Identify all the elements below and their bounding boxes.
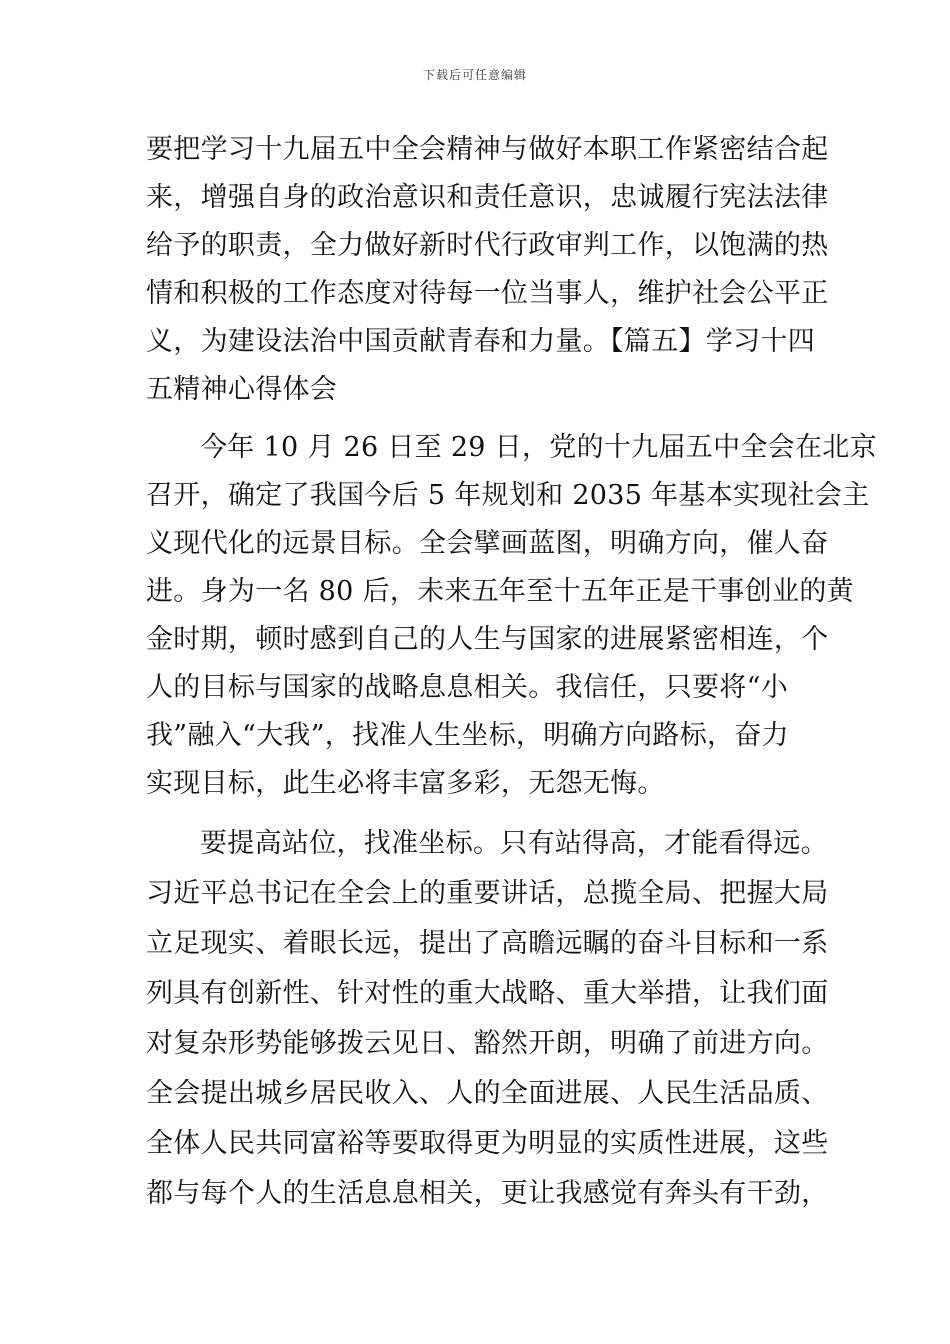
body-line: 进。身为一名 80 后，未来五年至十五年正是干事创业的黄 — [146, 576, 854, 607]
page-header: 下载后可任意编辑 — [422, 68, 527, 82]
body-line: 召开，确定了我国今后 5 年规划和 2035 年基本实现社会主 — [146, 480, 870, 511]
body-line: 义，为建设法治中国贡献青春和力量。【篇五】学习十四 — [146, 326, 815, 357]
body-line: 人的目标与国家的战略息息相关。我信任，只要将“小 — [146, 672, 789, 703]
body-line: 全体人民共同富裕等要取得更为明显的实质性进展，这些 — [146, 1128, 829, 1159]
paragraph-first-line: 要提高站位，找准坐标。只有站得高，才能看得远。 — [200, 828, 828, 859]
body-line: 都与每个人的生活息息相关，更让我感觉有奔头有干劲， — [146, 1178, 829, 1209]
body-line: 立足现实、着眼长远，提出了高瞻远瞩的奋斗目标和一系 — [146, 928, 829, 959]
body-line: 来，增强自身的政治意识和责任意识，忠诚履行宪法法律 — [146, 182, 829, 213]
body-line: 五精神心得体会 — [146, 374, 338, 405]
body-line: 列具有创新性、针对性的重大战略、重大举措，让我们面 — [146, 978, 829, 1009]
body-line: 义现代化的远景目标。全会擘画蓝图，明确方向，催人奋 — [146, 528, 829, 559]
body-line: 金时期，顿时感到自己的人生与国家的进展紧密相连，个 — [146, 624, 829, 655]
body-line: 全会提出城乡居民收入、人的全面进展、人民生活品质、 — [146, 1078, 829, 1109]
body-line: 我”融入“大我”，找准人生坐标，明确方向路标，奋力 — [146, 720, 789, 751]
body-line: 要把学习十九届五中全会精神与做好本职工作紧密结合起 — [146, 134, 829, 165]
body-line: 情和积极的工作态度对待每一位当事人，维护社会公平正 — [146, 278, 829, 309]
paragraph-first-line: 今年 10 月 26 日至 29 日，党的十九届五中全会在北京 — [200, 432, 877, 463]
body-line: 习近平总书记在全会上的重要讲话，总揽全局、把握大局 — [146, 878, 829, 909]
body-line: 对复杂形势能够拨云见日、豁然开朗，明确了前进方向。 — [146, 1028, 829, 1059]
body-line: 实现目标，此生必将丰富多彩，无怨无悔。 — [146, 768, 665, 799]
body-line: 给予的职责，全力做好新时代行政审判工作，以饱满的热 — [146, 230, 829, 261]
